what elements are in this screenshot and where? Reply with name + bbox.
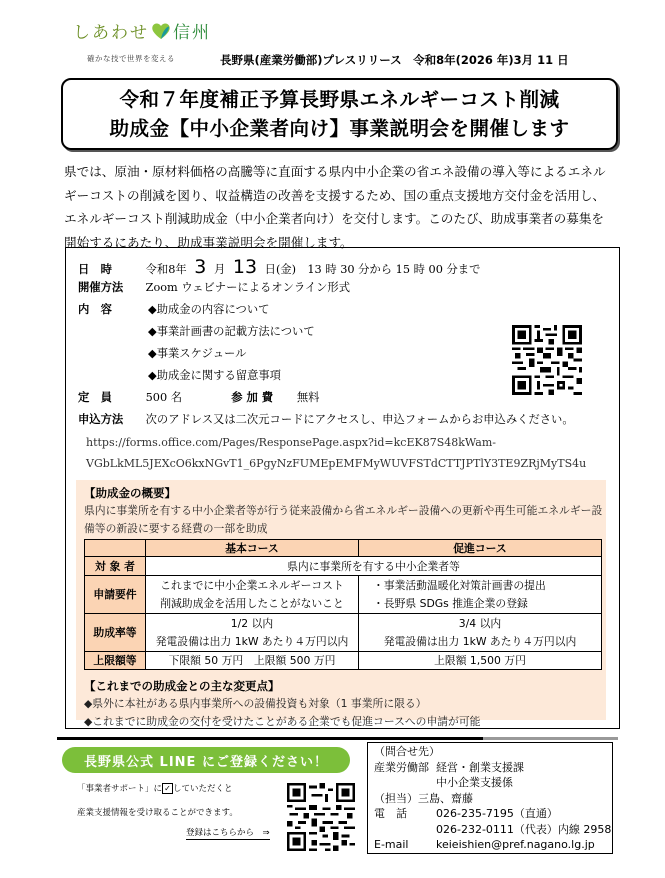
title-line-2: 助成金【中小企業者向け】事業説明会を開催します: [109, 117, 570, 140]
target-cell: 県内に事業所を有する中小企業者等: [146, 557, 602, 576]
application-url-line-1[interactable]: https://forms.office.com/Pages/ResponsePage.aspx?id=kcEK87S48kWam-: [86, 436, 496, 449]
contact-email-label: E-mail: [374, 838, 409, 851]
row-label: 上限額等: [85, 652, 146, 670]
row-label: 助成率等: [85, 614, 146, 652]
apply-row: [78, 411, 574, 427]
table-row: [85, 557, 602, 576]
intro-paragraph: 県では、原油・原材料価格の高騰等に直面する県内中小企業の省エネ設備の導入等によるエネルギーコストの削減を図り、収益構造の改善を支援するため、国の重点支援地方交付金を活用し、エネルギーコスト削減助成金（中小企業者向け）を交付します。このたび、助成事業者の募集を開始するにあたり、助成事業説明会を開催します。: [64, 164, 606, 250]
content-item: ◆事業スケジュール: [148, 347, 247, 360]
capacity-value: 500 名: [145, 391, 183, 404]
contact-person-label: （担当）: [374, 791, 418, 805]
content-item: ◆助成金の内容について: [148, 303, 270, 316]
table-row: [85, 614, 602, 652]
heart-icon: [151, 22, 171, 40]
datetime-label: 日 時: [78, 263, 112, 276]
content-row: [78, 301, 142, 317]
logo-kanji: 信州: [173, 23, 211, 43]
cell-line: ・事業活動温暖化対策計画書の提出: [373, 578, 546, 592]
checkbox-checked-icon: ✓: [162, 783, 173, 794]
change-item: ◆県外に本社がある県内事業所への設備投資も対象（1 事業所に限る）: [84, 697, 427, 710]
line-instruction-1: [77, 782, 233, 794]
fee-value: 無料: [296, 391, 320, 404]
table-header-basic: 基本コース: [146, 540, 359, 557]
content-label: 内 容: [78, 303, 112, 316]
contact-phone-direct: 026-235-7195（直通）: [436, 807, 558, 820]
line-instruction-pre: 「事業者サポート」に: [77, 784, 163, 794]
line-register-banner: 長野県公式 LINE にご登録ください！: [62, 747, 350, 773]
contact-person: 三島、齋藤: [418, 791, 473, 805]
table-header-empty: [85, 540, 146, 557]
application-qr-code[interactable]: [509, 325, 585, 395]
line-qr-code[interactable]: [287, 782, 355, 852]
contact-dept: 産業労働部: [374, 760, 429, 774]
logo-hiragana: しあわせ: [73, 23, 149, 43]
contact-heading: （問合せ先）: [374, 745, 440, 758]
datetime-month: 3: [194, 256, 207, 278]
requirement-promo-cell: [359, 576, 602, 614]
cell-line: 発電設備は出力 1kW あたり４万円以内: [383, 634, 577, 648]
row-label: 申請要件: [85, 576, 146, 614]
contact-phone-main: 026-232-0111（代表）内線 2958: [436, 822, 612, 836]
cell-line: 削減助成金を活用したことがないこと: [160, 596, 344, 610]
limit-promo-cell: 上限額 1,500 万円: [359, 652, 602, 670]
press-release-header: 長野県(産業労働部)プレスリリース 令和8年(2026 年)3月 11 日: [220, 53, 569, 67]
line-instruction-2: 産業支援情報を受け取ることができます。: [77, 808, 238, 818]
row-label: 対 象 者: [85, 557, 146, 576]
changes-title: 【これまでの助成金との主な変更点】: [84, 679, 280, 693]
contact-dept-row: [374, 760, 612, 776]
contact-person-row: [374, 791, 612, 807]
table-header-row: [85, 540, 602, 557]
grant-course-table: [84, 539, 602, 670]
event-details-box: [65, 247, 620, 729]
contact-subsection: 中小企業支援係: [436, 776, 513, 789]
line-instruction-post: していただくと: [173, 784, 233, 794]
title-box: [61, 78, 618, 150]
content-item: ◆事業計画書の記載方法について: [148, 325, 315, 338]
method-label: 開催方法: [78, 281, 124, 294]
apply-value: 次のアドレス又は二次元コードにアクセスし、申込フォームからお申込みください。: [145, 413, 574, 426]
capacity-row: [78, 389, 319, 405]
summary-description: 県内に事業所を有する中小企業者等が行う従来設備から省エネルギー設備への更新や再生可能エネルギー設備等の新設に要する経費の一部を助成: [84, 504, 603, 535]
cell-line: 発電設備は出力 1kW あたり４万円以内: [155, 634, 349, 648]
summary-title: 【助成金の概要】: [84, 486, 176, 500]
title-line-1: 令和７年度補正予算長野県エネルギーコスト削減: [119, 88, 560, 111]
datetime-row: [78, 256, 480, 278]
logo-tagline: 確かな技で世界を変える: [87, 54, 175, 63]
contact-email-row: [374, 837, 612, 853]
shiawase-shinshu-logo: [73, 18, 213, 64]
datetime-day: 13: [232, 256, 258, 278]
capacity-label: 定 員: [78, 391, 112, 404]
requirement-basic-cell: [146, 576, 359, 614]
contact-phone-label: 電 話: [374, 807, 407, 820]
table-row: [85, 576, 602, 614]
contact-phone-row: [374, 806, 612, 822]
method-value: Zoom ウェビナーによるオンライン形式: [145, 281, 351, 294]
fee-label: 参 加 費: [231, 391, 273, 404]
change-item: ◆これまでに助成金の交付を受けたことがある企業でも促進コースへの申請が可能: [84, 715, 481, 728]
contact-email[interactable]: keieishien@pref.nagano.lg.jp: [436, 838, 595, 851]
section-divider-gray: [483, 737, 618, 740]
datetime-month-unit: 月: [213, 263, 226, 276]
rate-basic-cell: [146, 614, 359, 652]
content-item: ◆助成金に関する留意事項: [148, 369, 281, 382]
datetime-suffix: 日(金) 13 時 30 分から 15 時 00 分まで: [264, 263, 481, 276]
cell-line: ・長野県 SDGs 推進企業の登録: [373, 596, 528, 610]
line-register-link[interactable]: 登録はこちらから ⇒: [186, 828, 270, 838]
apply-label: 申込方法: [78, 413, 124, 426]
cell-line: これまでに中小企業エネルギーコスト: [160, 578, 344, 592]
cell-line: 1/2 以内: [230, 616, 274, 630]
cell-line: 3/4 以内: [458, 616, 502, 630]
rate-promo-cell: [359, 614, 602, 652]
datetime-prefix: 令和8年: [145, 263, 187, 276]
table-header-promo: 促進コース: [359, 540, 602, 557]
grant-summary-panel: [76, 480, 606, 728]
contact-section: 経営・創業支援課: [436, 760, 524, 774]
application-url-line-2[interactable]: VGbLkML5JEXcO6kxNGvT1_6PgyNzFUMEpEMFMyWUVFSTdCTTJPTlY3TE9ZRjMyTS4u: [86, 457, 587, 470]
table-row: [85, 652, 602, 670]
limit-basic-cell: 下限額 50 万円 上限額 500 万円: [146, 652, 359, 670]
contact-info-box: [367, 742, 613, 854]
method-row: [78, 279, 350, 295]
